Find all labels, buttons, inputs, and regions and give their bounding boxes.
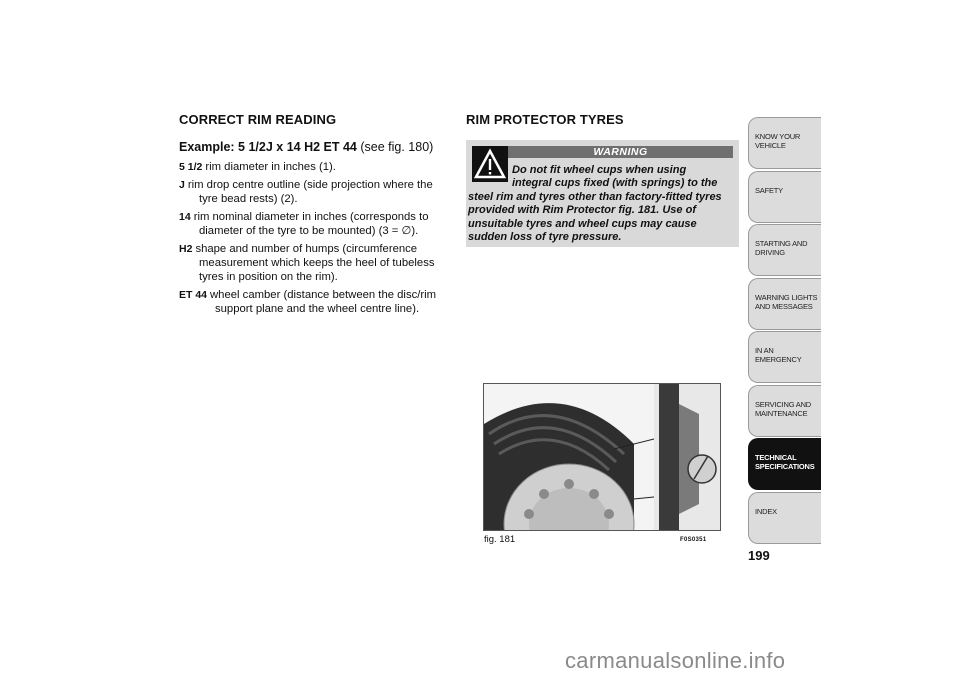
definition-item	[179, 288, 449, 316]
left-column	[179, 112, 449, 320]
section-heading-rim-protector: RIM PROTECTOR TYRES	[466, 112, 624, 127]
tab-label: STARTING AND DRIVING	[755, 239, 808, 257]
page-number: 199	[748, 548, 770, 563]
definition-term: ET 44	[179, 289, 208, 301]
tab-label: SERVICING AND MAINTENANCE	[755, 399, 812, 418]
tab-know-your-vehicle[interactable]	[748, 117, 821, 169]
tab-label: KNOW YOUR VEHICLE	[755, 132, 801, 150]
definition-item	[179, 160, 449, 174]
tab-starting-and-driving[interactable]	[748, 224, 821, 276]
definition-text: wheel camber (distance between the disc/rim support plane and the wheel centre line).	[210, 289, 437, 315]
warning-body: steel rim and tyres other than factory-fitted tyres provided with Rim Protector fig. 181. Use of unsuitable tyres and wheel cups may cause sudden loss of tyre pressure.	[468, 190, 722, 244]
definition-term: 5 1/2	[179, 161, 203, 173]
definition-text: rim diameter in inches (1).	[205, 161, 336, 173]
tab-safety[interactable]	[748, 171, 821, 223]
definition-item	[179, 210, 449, 238]
figure-code: F0S0351	[680, 537, 707, 543]
figure-label: fig. 181	[484, 534, 516, 545]
example-ref: (see fig. 180)	[360, 140, 434, 154]
warning-line: integral cups fixed (with springs) to the	[512, 177, 718, 190]
definition-text: rim nominal diameter in inches (corresponds to diameter of the tyre to be mounted) (3 = ∅).	[193, 211, 429, 237]
tab-index[interactable]	[748, 492, 821, 544]
warning-box	[466, 140, 739, 247]
tab-technical-specifications[interactable]	[748, 438, 821, 490]
warning-line: Do not fit wheel cups when using	[512, 164, 687, 176]
tab-warning-lights[interactable]	[748, 278, 821, 330]
definition-text: rim drop centre outline (side projection where the tyre bead rests) (2).	[187, 179, 433, 205]
warning-title: WARNING	[508, 146, 733, 158]
section-heading-rim-reading: CORRECT RIM READING	[179, 112, 337, 127]
tab-label: WARNING LIGHTS AND MESSAGES	[755, 292, 818, 311]
tab-label: IN AN EMERGENCY	[755, 346, 802, 364]
definition-term: 14	[179, 211, 191, 223]
right-column	[466, 112, 740, 140]
definition-item	[179, 242, 449, 284]
tab-label: SAFETY	[755, 185, 783, 195]
definition-term: J	[179, 179, 185, 191]
tab-in-an-emergency[interactable]	[748, 331, 821, 383]
chapter-tabs	[748, 117, 822, 545]
tab-label: INDEX	[755, 506, 777, 516]
tyre-figure	[483, 383, 721, 531]
definition-text: shape and number of humps (circumference measurement which keeps the heel of tubeless tyres in position on the rim).	[195, 243, 435, 283]
example-label: Example: 5 1/2J x 14 H2 ET 44	[179, 140, 357, 154]
tab-label: TECHNICAL SPECIFICATIONS	[755, 453, 815, 471]
example-line	[179, 140, 449, 154]
definition-item	[179, 178, 449, 206]
tab-servicing[interactable]	[748, 385, 821, 437]
watermark: carmanualsonline.info	[565, 648, 786, 673]
warning-text	[468, 164, 732, 244]
tyre-illustration	[484, 384, 720, 530]
definition-term: H2	[179, 243, 193, 255]
